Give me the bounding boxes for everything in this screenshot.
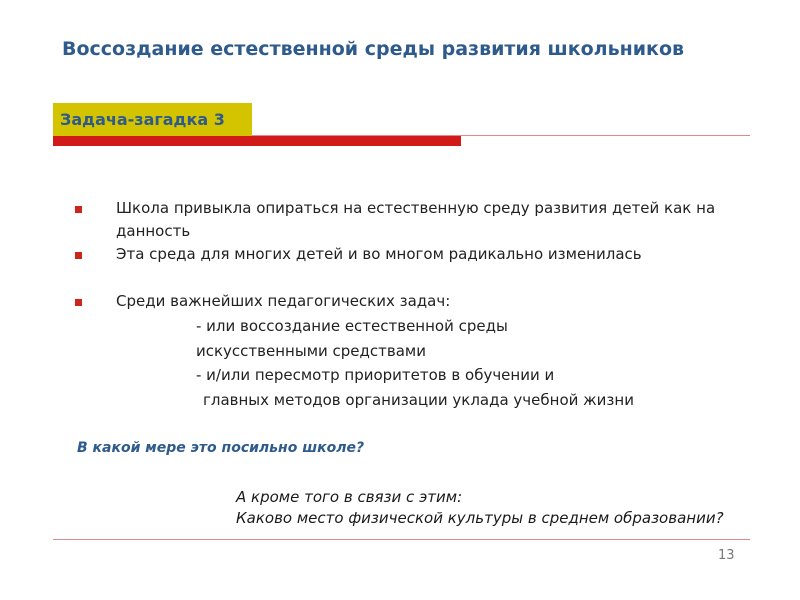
sub-item: главных методов организации уклада учебной жизни [203,391,634,409]
bullet-square-icon [75,206,82,213]
accent-red-bar [53,136,461,146]
bullet-square-icon [75,252,82,259]
question-text: В какой мере это посильно школе? [77,440,365,456]
sub-item: искусственными средствами [196,342,426,360]
bullet-item: Среди важнейших педагогических задач: [116,292,451,310]
sub-item: - и/или пересмотр приоритетов в обучении и [196,366,555,384]
task-label: Задача-загадка 3 [53,103,252,136]
footer-rule [53,539,750,540]
bullet-item: Школа привыкла опираться на естественную среду развития детей как на данность [116,199,716,240]
slide-title: Воссоздание естественной среды развития школьников [62,38,685,60]
extra-line: Каково место физической культуры в среднем образовании? [236,509,724,527]
sub-item: - или воссоздание естественной среды [196,317,508,335]
bullet-item: Эта среда для многих детей и во многом радикально изменилась [116,245,642,263]
bullet-square-icon [75,299,82,306]
page-number: 13 [718,548,735,563]
extra-line: А кроме того в связи с этим: [236,488,463,506]
